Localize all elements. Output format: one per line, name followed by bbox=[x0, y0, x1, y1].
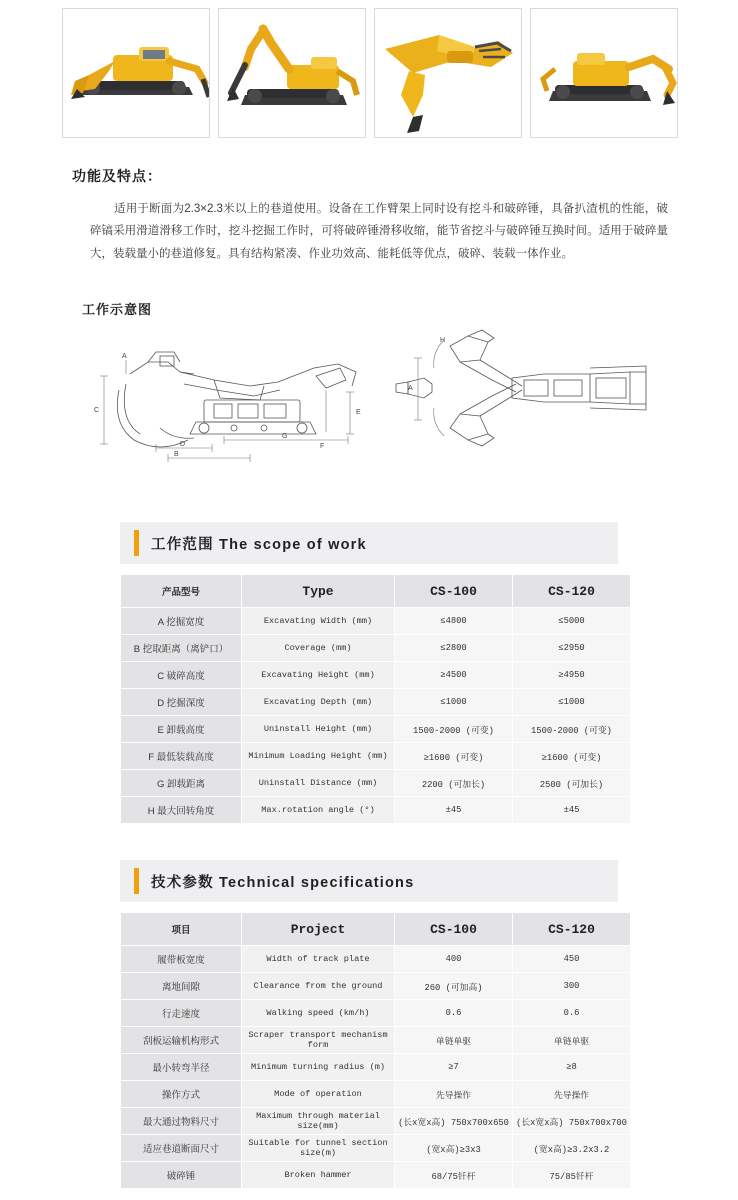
cell-cs100: 68/75钎杆 bbox=[395, 1162, 513, 1189]
cell-cs100: 400 bbox=[395, 946, 513, 973]
svg-text:D: D bbox=[180, 441, 186, 449]
cell-cs120: 450 bbox=[513, 946, 631, 973]
cell-cs120: 1500-2000 (可变) bbox=[513, 716, 631, 743]
cell-label: 适应巷道断面尺寸 bbox=[121, 1135, 242, 1162]
cell-label: 最大通过物料尺寸 bbox=[121, 1108, 242, 1135]
cell-cs100: ≤1000 bbox=[395, 689, 513, 716]
cell-cs100: (宽x高)≥3x3 bbox=[395, 1135, 513, 1162]
svg-text:E: E bbox=[356, 409, 361, 417]
cell-cs120: ±45 bbox=[513, 797, 631, 824]
cell-cs100: 0.6 bbox=[395, 1000, 513, 1027]
technical-specs-block bbox=[120, 860, 627, 1189]
table-row bbox=[121, 689, 631, 716]
cell-cs120: 先导操作 bbox=[513, 1081, 631, 1108]
svg-text:B: B bbox=[174, 451, 179, 459]
spec-header-3: CS-120 bbox=[513, 913, 631, 946]
spec-table bbox=[120, 912, 631, 1189]
cell-en: Width of track plate bbox=[242, 946, 395, 973]
cell-label: 破碎锤 bbox=[121, 1162, 242, 1189]
scope-header-0: 产品型号 bbox=[121, 575, 242, 608]
product-photo-1 bbox=[62, 8, 210, 138]
cell-en: Coverage (mm) bbox=[242, 635, 395, 662]
accent-bar bbox=[134, 530, 139, 556]
cell-cs100: 260 (可加高) bbox=[395, 973, 513, 1000]
features-paragraph: 适用于断面为2.3×2.3米以上的巷道使用。设备在工作臂架上同时设有挖斗和破碎锤，具备扒渣机的性能，破碎镐采用滑道滑移工作时，挖斗挖掘工作时，可将破碎锤滑移收缩，能节省挖斗与破碎锤互换时间。适用于破碎量大，装载量小的巷道修复。具有结构紧凑、作业功效高、能耗低等优点，破碎、装载一体作业。 bbox=[90, 203, 668, 260]
cell-cs120: 75/85钎杆 bbox=[513, 1162, 631, 1189]
top-view-drawing bbox=[384, 328, 674, 478]
table-row bbox=[121, 608, 631, 635]
diagram-heading: 工作示意图 bbox=[82, 302, 153, 318]
cell-en: Minimum Loading Height (mm) bbox=[242, 743, 395, 770]
cell-label: 操作方式 bbox=[121, 1081, 242, 1108]
accent-bar bbox=[134, 868, 139, 894]
cell-cs120: 300 bbox=[513, 973, 631, 1000]
cell-label: 离地间隙 bbox=[121, 973, 242, 1000]
cell-en: Scraper transport mechanism form bbox=[242, 1027, 395, 1054]
cell-label: E 卸载高度 bbox=[121, 716, 242, 743]
cell-cs120: (宽x高)≥3.2x3.2 bbox=[513, 1135, 631, 1162]
features-heading: 功能及特点： bbox=[72, 168, 162, 184]
table-row bbox=[121, 716, 631, 743]
cell-cs100: ≥4500 bbox=[395, 662, 513, 689]
cell-en: Walking speed (km/h) bbox=[242, 1000, 395, 1027]
cell-en: Excavating Depth (mm) bbox=[242, 689, 395, 716]
cell-en: Max.rotation angle (°) bbox=[242, 797, 395, 824]
cell-label: 刮板运输机构形式 bbox=[121, 1027, 242, 1054]
product-photo-2 bbox=[218, 8, 366, 138]
cell-cs120: 0.6 bbox=[513, 1000, 631, 1027]
table-row bbox=[121, 1162, 631, 1189]
spec-title: 技术参数 Technical specifications bbox=[151, 874, 415, 891]
cell-en: Minimum turning radius (m) bbox=[242, 1054, 395, 1081]
cell-cs100: 2200 (可加长) bbox=[395, 770, 513, 797]
cell-label: G 卸载距离 bbox=[121, 770, 242, 797]
table-row bbox=[121, 1081, 631, 1108]
cell-label: 行走速度 bbox=[121, 1000, 242, 1027]
cell-label: F 最低装载高度 bbox=[121, 743, 242, 770]
cell-cs100: ≤2800 bbox=[395, 635, 513, 662]
table-row bbox=[121, 1000, 631, 1027]
cell-cs100: ±45 bbox=[395, 797, 513, 824]
cell-cs120: ≤1000 bbox=[513, 689, 631, 716]
cell-label: 履带板宽度 bbox=[121, 946, 242, 973]
cell-label: B 挖取距离（离铲口） bbox=[121, 635, 242, 662]
table-row bbox=[121, 797, 631, 824]
scope-of-work-block bbox=[120, 522, 618, 824]
cell-cs100: 1500-2000 (可变) bbox=[395, 716, 513, 743]
table-row bbox=[121, 743, 631, 770]
cell-cs120: ≥1600 (可变) bbox=[513, 743, 631, 770]
table-header-row bbox=[121, 575, 631, 608]
cell-label: D 挖掘深度 bbox=[121, 689, 242, 716]
product-photo-3 bbox=[374, 8, 522, 138]
table-row bbox=[121, 973, 631, 1000]
svg-text:A: A bbox=[122, 353, 127, 361]
spec-title-bar bbox=[120, 860, 618, 902]
svg-text:H: H bbox=[440, 337, 446, 345]
cell-cs120: ≥4950 bbox=[513, 662, 631, 689]
svg-text:A: A bbox=[408, 385, 413, 393]
scope-header-3: CS-120 bbox=[513, 575, 631, 608]
cell-cs120: 2500 (可加长) bbox=[513, 770, 631, 797]
cell-en: Mode of operation bbox=[242, 1081, 395, 1108]
cell-cs100: (长x宽x高) 750x700x650 bbox=[395, 1108, 513, 1135]
table-row bbox=[121, 1027, 631, 1054]
cell-cs100: 先导操作 bbox=[395, 1081, 513, 1108]
spec-header-1: Project bbox=[242, 913, 395, 946]
cell-en: Excavating Width (mm) bbox=[242, 608, 395, 635]
table-row bbox=[121, 1108, 631, 1135]
table-row bbox=[121, 662, 631, 689]
cell-label: 最小转弯半径 bbox=[121, 1054, 242, 1081]
cell-cs120: ≤5000 bbox=[513, 608, 631, 635]
cell-cs100: ≤4800 bbox=[395, 608, 513, 635]
scope-title: 工作范围 The scope of work bbox=[151, 536, 367, 553]
cell-en: Maximum through material size(mm) bbox=[242, 1108, 395, 1135]
technical-drawings bbox=[0, 328, 738, 478]
cell-cs100: ≥1600 (可变) bbox=[395, 743, 513, 770]
table-header-row bbox=[121, 913, 631, 946]
cell-cs120: 单链单驱 bbox=[513, 1027, 631, 1054]
cell-label: C 破碎高度 bbox=[121, 662, 242, 689]
table-row bbox=[121, 1054, 631, 1081]
spec-header-0: 项目 bbox=[121, 913, 242, 946]
cell-cs100: ≥7 bbox=[395, 1054, 513, 1081]
svg-text:C: C bbox=[94, 407, 100, 415]
scope-table bbox=[120, 574, 631, 824]
cell-cs120: ≤2950 bbox=[513, 635, 631, 662]
table-row bbox=[121, 770, 631, 797]
cell-en: Suitable for tunnel section size(m) bbox=[242, 1135, 395, 1162]
cell-label: H 最大回转角度 bbox=[121, 797, 242, 824]
cell-en: Uninstall Distance (mm) bbox=[242, 770, 395, 797]
cell-cs120: ≥8 bbox=[513, 1054, 631, 1081]
spec-header-2: CS-100 bbox=[395, 913, 513, 946]
table-row bbox=[121, 1135, 631, 1162]
svg-text:G: G bbox=[282, 433, 288, 441]
product-photo-4 bbox=[530, 8, 678, 138]
cell-en: Uninstall Height (mm) bbox=[242, 716, 395, 743]
cell-en: Excavating Height (mm) bbox=[242, 662, 395, 689]
cell-cs120: (长x宽x高) 750x700x700 bbox=[513, 1108, 631, 1135]
side-view-drawing bbox=[64, 328, 374, 478]
table-row bbox=[121, 946, 631, 973]
cell-cs100: 单链单驱 bbox=[395, 1027, 513, 1054]
cell-label: A 挖掘宽度 bbox=[121, 608, 242, 635]
cell-en: Broken hammer bbox=[242, 1162, 395, 1189]
svg-text:F: F bbox=[320, 443, 325, 451]
scope-header-2: CS-100 bbox=[395, 575, 513, 608]
product-photo-strip bbox=[0, 0, 738, 138]
table-row bbox=[121, 635, 631, 662]
scope-title-bar bbox=[120, 522, 618, 564]
scope-header-1: Type bbox=[242, 575, 395, 608]
cell-en: Clearance from the ground bbox=[242, 973, 395, 1000]
